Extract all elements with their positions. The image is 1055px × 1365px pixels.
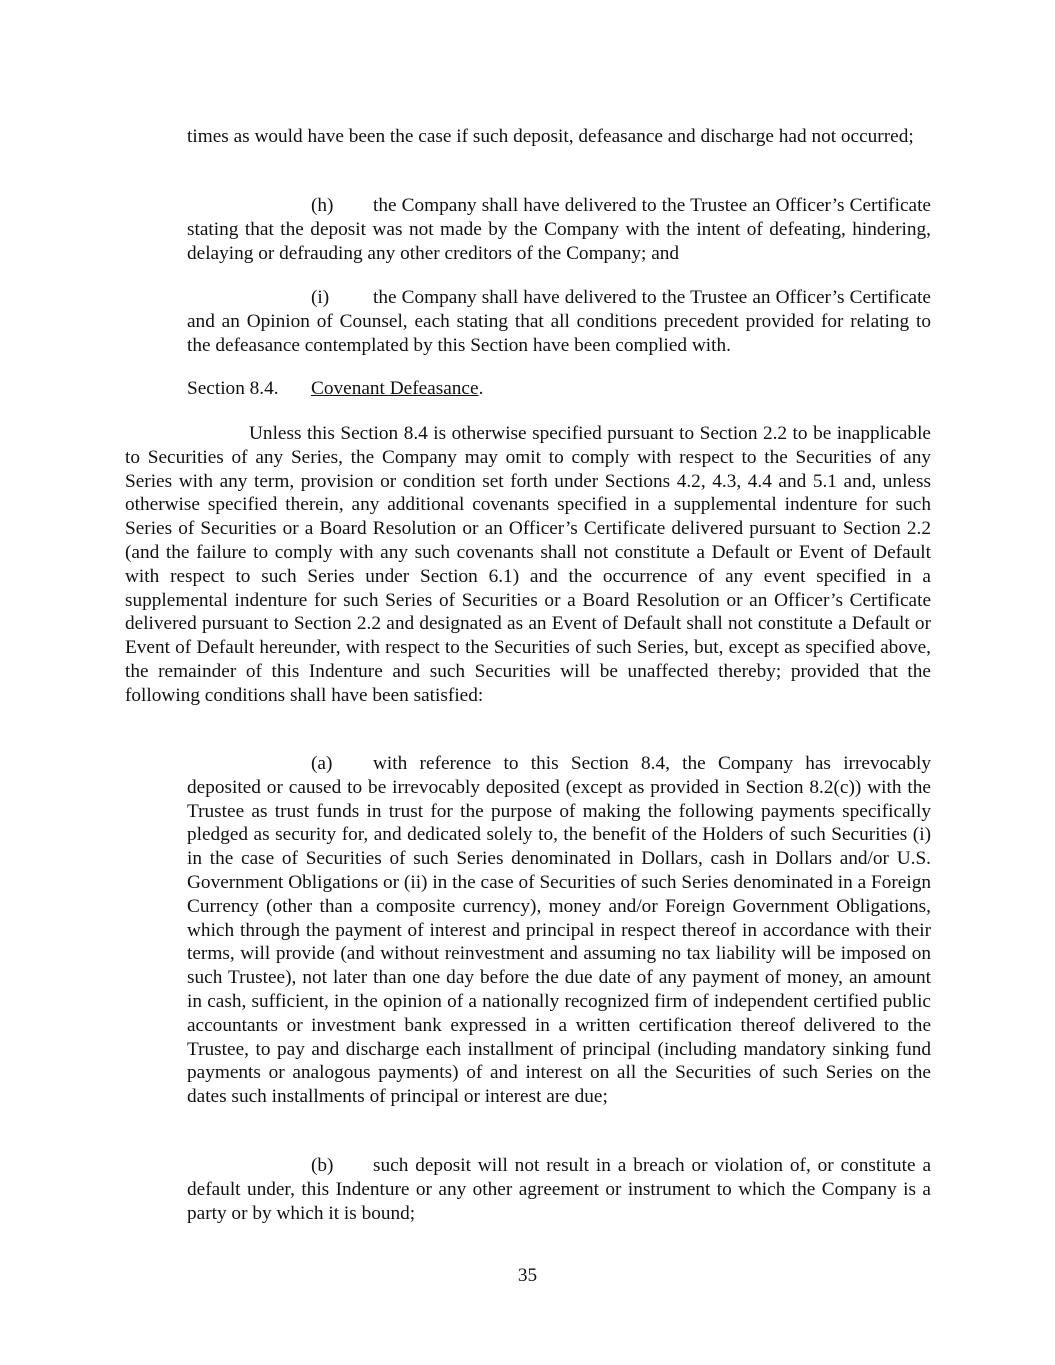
section-title-suffix: . — [478, 378, 484, 399]
clause-text: the Company shall have delivered to the Trustee an Officer’s Certificate and an Opinion of Counsel, each stating that all conditions precedent provided for relating to the defeasance contemplated by this Section have been complied with. — [187, 287, 931, 356]
body-text: Unless this Section 8.4 is otherwise specified pursuant to Section 2.2 to be inapplicable to Securities of any Series, the Company may omit to comply with respect to the Securities of any Series with any term, provision or condition set forth under Sections 4.2, 4.3, 4.4 and 5.1 and, unless otherwise specified therein, any additional covenants specified in a supplemental indenture for such Series of Securities or a Board Resolution or an Officer’s Certificate delivered pursuant to Section 2.2 (and the failure to comply with any such covenants shall not constitute a Default or Event of Default with respect to such Series under Section 6.1) and the occurrence of any event specified in a supplemental indenture for such Series of Securities or a Board Resolution or an Officer’s Certificate delivered pursuant to Section 2.2 and designated as an Event of Default shall not constitute a Default or Event of Default hereunder, with respect to the Securities of such Series, but, except as specified above, the remainder of this Indenture and such Securities will be unaffected thereby; provided that the following conditions shall have been satisfied: — [125, 423, 931, 706]
section-title: Covenant Defeasance — [311, 378, 479, 399]
clause-a — [187, 752, 931, 1109]
clause-label: (b) — [311, 1155, 334, 1176]
clause-h — [187, 194, 931, 265]
section-number: Section 8.4. — [187, 378, 279, 399]
section-heading — [187, 377, 931, 401]
clause-text: the Company shall have delivered to the Trustee an Officer’s Certificate stating that the deposit was not made by the Company with the intent of defeating, hindering, delaying or defrauding any other creditors of the Company; and — [187, 195, 931, 264]
continuation-paragraph: times as would have been the case if such deposit, defeasance and discharge had not occurred; — [187, 126, 914, 147]
page-number: 35 — [517, 1265, 538, 1286]
body-paragraph — [125, 422, 931, 708]
clause-label: (a) — [311, 753, 333, 774]
clause-text: with reference to this Section 8.4, the Company has irrevocably deposited or caused to be irrevocably deposited (except as provided in Section 8.2(c)) with the Trustee as trust funds in trust for the purpose of making the following payments specifically pledged as security for, and dedicated solely to, the benefit of the Holders of such Securities (i) in the case of Securities of such Series denominated in Dollars, cash in Dollars and/or U.S. Government Obligations or (ii) in the case of Securities of such Series denominated in a Foreign Currency (other than a composite currency), money and/or Foreign Government Obligations, which through the payment of interest and principal in respect thereof in accordance with their terms, will provide (and without reinvestment and assuming no tax liability will be imposed on such Trustee), not later than one day before the due date of any payment of money, an amount in cash, sufficient, in the opinion of a nationally recognized firm of independent certified public accountants or investment bank expressed in a written certification thereof delivered to the Trustee, to pay and discharge each installment of principal (including mandatory sinking fund payments or analogous payments) of and interest on all the Securities of such Series on the dates such installments of principal or interest are due; — [187, 753, 931, 1108]
clause-i — [187, 286, 931, 357]
clause-label: (h) — [311, 195, 334, 216]
clause-text: such deposit will not result in a breach or violation of, or constitute a default under, this Indenture or any other agreement or instrument to which the Company is a party or by which it is bound; — [187, 1155, 931, 1224]
clause-label: (i) — [311, 287, 330, 308]
clause-b — [187, 1154, 931, 1225]
